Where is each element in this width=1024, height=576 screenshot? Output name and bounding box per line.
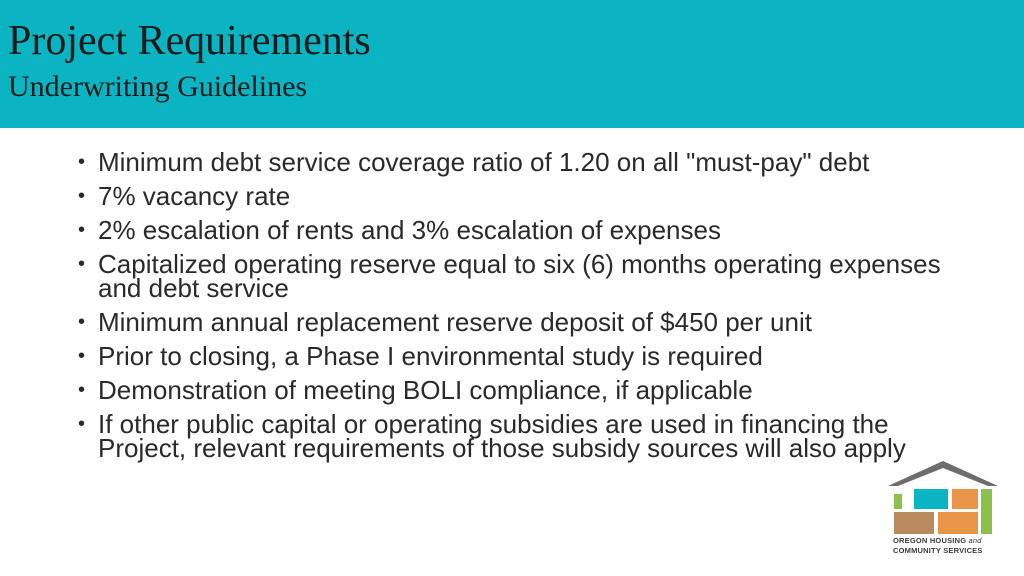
bullet-icon: • xyxy=(78,379,86,401)
bullet-icon: • xyxy=(78,345,86,367)
bullet-item xyxy=(72,215,952,245)
logo-block-green xyxy=(981,489,992,534)
bullet-text: Capitalized operating reserve equal to six (6) months operating expenses and debt service xyxy=(98,249,941,303)
bullet-icon: • xyxy=(78,185,86,207)
logo-block-orange-top xyxy=(952,489,978,509)
bullet-icon: • xyxy=(78,151,86,173)
bullet-item xyxy=(72,341,952,371)
bullet-icon: • xyxy=(78,311,86,333)
logo-roof-icon xyxy=(888,461,998,486)
title-banner xyxy=(0,0,1024,128)
bullet-text: Minimum annual replacement reserve deposit of $450 per unit xyxy=(98,307,812,337)
bullet-text: 2% escalation of rents and 3% escalation of expenses xyxy=(98,215,721,245)
bullet-text: 7% vacancy rate xyxy=(98,181,291,211)
bullet-text: Minimum debt service coverage ratio of 1.20 on all "must-pay" debt xyxy=(98,147,870,177)
bullet-item xyxy=(72,249,952,303)
logo-block-orange xyxy=(938,512,978,534)
bullet-item xyxy=(72,409,952,463)
logo-wordmark xyxy=(893,536,1003,556)
bullet-item xyxy=(72,181,952,211)
bullet-icon: • xyxy=(78,413,86,435)
bullet-item xyxy=(72,307,952,337)
slide-title: Project Requirements xyxy=(8,18,371,64)
bullet-text: Demonstration of meeting BOLI compliance, if applicable xyxy=(98,375,753,405)
bullet-item xyxy=(72,375,952,405)
logo-block-teal xyxy=(914,489,948,509)
bullet-list xyxy=(72,147,952,470)
logo-line1: OREGON HOUSING xyxy=(893,536,967,545)
logo-and: and xyxy=(968,536,982,545)
slide-subtitle: Underwriting Guidelines xyxy=(8,70,308,103)
bullet-icon: • xyxy=(78,219,86,241)
logo-block-tan xyxy=(894,512,934,534)
logo-line2: COMMUNITY SERVICES xyxy=(893,546,983,555)
bullet-text: Prior to closing, a Phase I environmental study is required xyxy=(98,341,763,371)
bullet-item xyxy=(72,147,952,177)
bullet-text: If other public capital or operating subsidies are used in financing the Project, relevant requirements of those subsidy sources will also apply xyxy=(98,409,906,463)
bullet-icon: • xyxy=(78,253,86,275)
logo-block-green-left xyxy=(894,494,902,509)
